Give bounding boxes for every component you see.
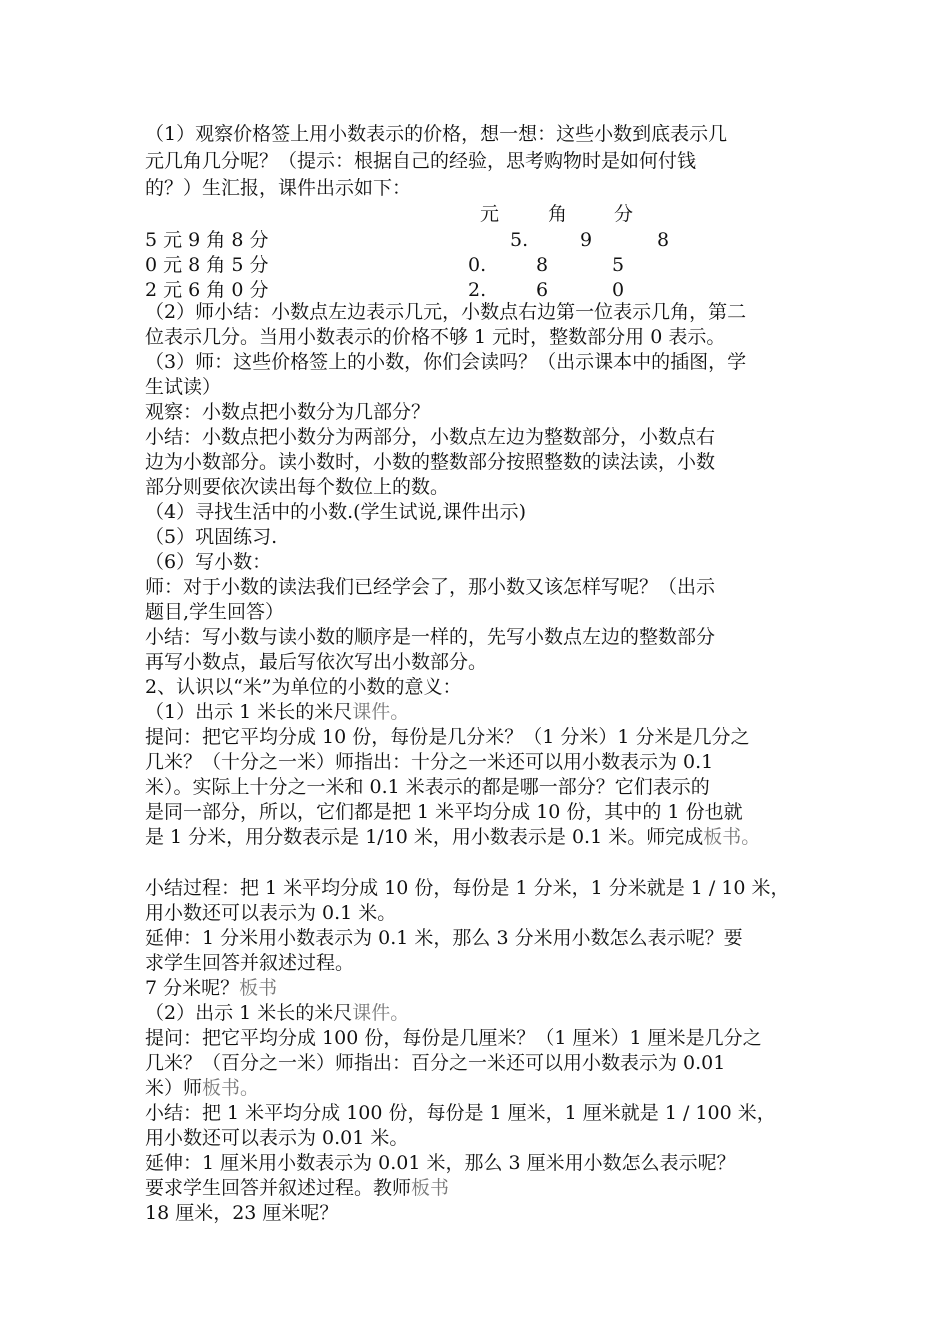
- text-line: 的？）生汇报，课件出示如下：: [145, 177, 412, 199]
- text-line: （1）观察价格签上用小数表示的价格，想一想：这些小数到底表示几: [145, 123, 728, 145]
- annotation-text: 板书。: [703, 826, 761, 848]
- text-line: （4）寻找生活中的小数.(学生试说,课件出示): [145, 501, 526, 523]
- table-header-yuan: 元: [480, 203, 500, 225]
- text-line: 位表示几分。当用小数表示的价格不够 1 元时，整数部分用 0 表示。: [145, 326, 726, 348]
- table-cell-yuan: 2.: [468, 279, 487, 301]
- text-line: 7 分米呢？板书: [145, 977, 278, 999]
- text-line: 米）师板书。: [145, 1077, 260, 1099]
- text-line: 用小数还可以表示为 0.1 米。: [145, 902, 397, 924]
- text-line: 小结：把 1 米平均分成 100 份，每份是 1 厘米，1 厘米就是 1 / 100 米，: [145, 1102, 776, 1124]
- text-line: 小结过程：把 1 米平均分成 10 份，每份是 1 分米，1 分米就是 1 / 10 米，: [145, 877, 790, 899]
- text-line: 题目,学生回答）: [145, 601, 285, 623]
- text-line: 几米？（十分之一米）师指出：十分之一米还可以用小数表示为 0.1: [145, 751, 714, 773]
- table-header-fen: 分: [614, 203, 634, 225]
- text-line: 小结：小数点把小数分为两部分，小数点左边为整数部分，小数点右: [145, 426, 716, 448]
- annotation-text: 课件。: [352, 1002, 410, 1024]
- table-cell-fen: 0: [612, 279, 625, 301]
- table-header-jiao: 角: [548, 203, 568, 225]
- table-cell-yuan: 5.: [510, 229, 529, 251]
- text-line: 师：对于小数的读法我们已经学会了，那小数又该怎样写呢？（出示: [145, 576, 716, 598]
- text-line: 求学生回答并叙述过程。: [145, 952, 355, 974]
- table-cell-jiao: 9: [580, 229, 593, 251]
- text-line: 2、认识以“米”为单位的小数的意义：: [145, 676, 462, 698]
- text-line: 生试读）: [145, 376, 222, 398]
- text-line: 是 1 分米，用分数表示是 1/10 米，用小数表示是 0.1 米。师完成板书。: [145, 826, 761, 848]
- text-line: 部分则要依次读出每个数位上的数。: [145, 476, 450, 498]
- table-cell-fen: 5: [612, 254, 625, 276]
- text-line: 提问：把它平均分成 100 份，每份是几厘米？（1 厘米）1 厘米是几分之: [145, 1027, 762, 1049]
- text-line: 用小数还可以表示为 0.01 米。: [145, 1127, 409, 1149]
- annotation-text: 板书。: [202, 1077, 260, 1099]
- text-line: 观察：小数点把小数分为几部分？: [145, 401, 431, 423]
- text-line: 延伸：1 分米用小数表示为 0.1 米，那么 3 分米用小数怎么表示呢？要: [145, 927, 743, 949]
- text-line: 18 厘米，23 厘米呢？: [145, 1202, 339, 1224]
- text-line: （3）师：这些价格签上的小数，你们会读吗？（出示课本中的插图，学: [145, 351, 747, 373]
- text-line: 再写小数点，最后写依次写出小数部分。: [145, 651, 488, 673]
- table-cell-yuan: 0.: [468, 254, 487, 276]
- text-line: （2）出示 1 米长的米尺课件。: [145, 1002, 410, 1024]
- text-line: 边为小数部分。读小数时，小数的整数部分按照整数的读法读，小数: [145, 451, 716, 473]
- text-line: 要求学生回答并叙述过程。教师板书: [145, 1177, 450, 1199]
- text-line: （2）师小结：小数点左边表示几元，小数点右边第一位表示几角，第二: [145, 301, 747, 323]
- table-cell-jiao: 8: [536, 254, 549, 276]
- table-row-label: 0 元 8 角 5 分: [145, 254, 269, 276]
- text-line: 几米？（百分之一米）师指出：百分之一米还可以用小数表示为 0.01: [145, 1052, 726, 1074]
- annotation-text: 板书: [239, 977, 278, 999]
- text-line: （1）出示 1 米长的米尺课件。: [145, 701, 410, 723]
- table-row-label: 2 元 6 角 0 分: [145, 279, 269, 301]
- text-line: （5）巩固练习.: [145, 526, 278, 548]
- text-line: 小结：写小数与读小数的顺序是一样的，先写小数点左边的整数部分: [145, 626, 716, 648]
- annotation-text: 板书: [411, 1177, 450, 1199]
- text-line: 元几角几分呢？（提示：根据自己的经验，思考购物时是如何付钱: [145, 150, 697, 172]
- text-line: 提问：把它平均分成 10 份，每份是几分米？（1 分米）1 分米是几分之: [145, 726, 750, 748]
- text-line: 是同一部分，所以，它们都是把 1 米平均分成 10 份，其中的 1 份也就: [145, 801, 743, 823]
- text-line: 米）。实际上十分之一米和 0.1 米表示的都是哪一部分？它们表示的: [145, 776, 710, 798]
- table-cell-jiao: 6: [536, 279, 549, 301]
- table-cell-fen: 8: [657, 229, 670, 251]
- annotation-text: 课件。: [352, 701, 410, 723]
- text-line: 延伸：1 厘米用小数表示为 0.01 米，那么 3 厘米用小数怎么表示呢？: [145, 1152, 736, 1174]
- text-line: （6）写小数：: [145, 551, 272, 573]
- table-row-label: 5 元 9 角 8 分: [145, 229, 269, 251]
